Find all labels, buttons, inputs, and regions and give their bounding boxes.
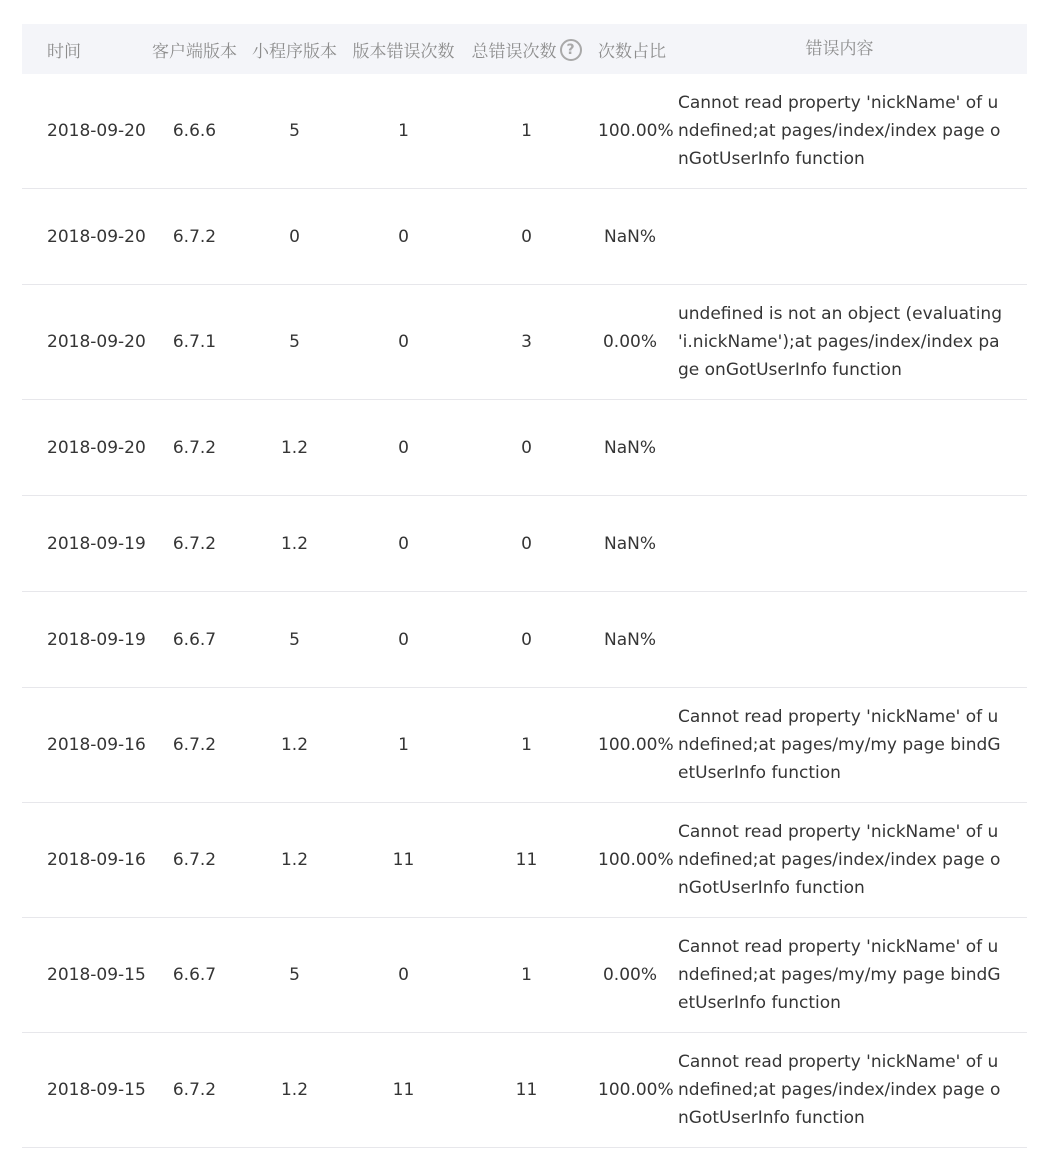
cell-miniprogram-version: 1.2 bbox=[280, 1080, 309, 1100]
cell-client-version: 6.6.7 bbox=[172, 629, 217, 650]
cell-miniprogram-version: 1.2 bbox=[280, 735, 309, 755]
cell-client-version: 6.6.7 bbox=[172, 965, 217, 985]
table-row bbox=[22, 1033, 1027, 1148]
cell-date: 2018-09-20 bbox=[47, 121, 146, 141]
cell-total-errors: 11 bbox=[515, 1080, 538, 1100]
cell-date: 2018-09-16 bbox=[47, 850, 146, 870]
table-row bbox=[22, 592, 1027, 688]
header-total-errors bbox=[455, 37, 598, 62]
cell-version-errors: 0 bbox=[398, 965, 409, 985]
cell-ratio: 100.00% bbox=[598, 1080, 674, 1100]
cell-total-errors: 0 bbox=[521, 629, 532, 650]
cell-total-errors: 0 bbox=[521, 226, 532, 247]
table-row bbox=[22, 400, 1027, 496]
table-header bbox=[22, 24, 1027, 74]
cell-date: 2018-09-20 bbox=[47, 226, 146, 247]
cell-ratio: 100.00% bbox=[598, 735, 674, 755]
cell-miniprogram-version: 1.2 bbox=[280, 437, 309, 458]
cell-date: 2018-09-20 bbox=[47, 332, 146, 352]
table-row bbox=[22, 285, 1027, 400]
table-row bbox=[22, 803, 1027, 918]
cell-total-errors: 0 bbox=[521, 437, 532, 458]
cell-total-errors: 1 bbox=[521, 121, 532, 141]
cell-ratio: 0.00% bbox=[602, 332, 657, 352]
cell-client-version: 6.6.6 bbox=[172, 121, 217, 141]
cell-version-errors: 1 bbox=[398, 121, 409, 141]
cell-ratio: NaN% bbox=[603, 226, 656, 247]
cell-miniprogram-version: 5 bbox=[289, 121, 300, 141]
table-body bbox=[22, 74, 1027, 1148]
cell-date: 2018-09-15 bbox=[47, 965, 146, 985]
cell-miniprogram-version: 5 bbox=[289, 332, 300, 352]
cell-miniprogram-version: 5 bbox=[289, 965, 300, 985]
table-row bbox=[22, 496, 1027, 592]
cell-client-version: 6.7.2 bbox=[172, 533, 217, 554]
cell-ratio: NaN% bbox=[603, 629, 656, 650]
cell-total-errors: 1 bbox=[521, 965, 532, 985]
cell-miniprogram-version: 1.2 bbox=[280, 850, 309, 870]
cell-miniprogram-version: 1.2 bbox=[280, 533, 309, 554]
header-ratio: 次数占比 bbox=[598, 41, 666, 62]
cell-miniprogram-version: 0 bbox=[289, 226, 300, 247]
cell-error-message: Cannot read property 'nickName' of undefined;at pages/index/index page onGotUserInfo function bbox=[678, 822, 1001, 898]
cell-date: 2018-09-20 bbox=[47, 437, 146, 458]
header-message: 错误内容 bbox=[805, 39, 874, 59]
cell-total-errors: 1 bbox=[521, 735, 532, 755]
header-date: 时间 bbox=[47, 41, 81, 62]
cell-client-version: 6.7.2 bbox=[172, 1080, 217, 1100]
cell-version-errors: 11 bbox=[392, 1080, 415, 1100]
cell-date: 2018-09-19 bbox=[47, 629, 146, 650]
cell-error-message: Cannot read property 'nickName' of undefined;at pages/index/index page onGotUserInfo function bbox=[678, 1052, 1001, 1128]
header-miniprogram-version: 小程序版本 bbox=[252, 41, 337, 62]
cell-client-version: 6.7.2 bbox=[172, 437, 217, 458]
cell-version-errors: 0 bbox=[398, 437, 409, 458]
error-table bbox=[22, 24, 1027, 1148]
cell-date: 2018-09-19 bbox=[47, 533, 146, 554]
cell-error-message: undefined is not an object (evaluating 'i.nickName');at pages/index/index page onGotUserInfo function bbox=[678, 304, 1002, 380]
table-row bbox=[22, 189, 1027, 285]
cell-total-errors: 3 bbox=[521, 332, 532, 352]
table-row bbox=[22, 688, 1027, 803]
cell-client-version: 6.7.1 bbox=[172, 332, 217, 352]
cell-total-errors: 11 bbox=[515, 850, 538, 870]
header-client-version: 客户端版本 bbox=[152, 41, 237, 62]
cell-client-version: 6.7.2 bbox=[172, 850, 217, 870]
cell-ratio: NaN% bbox=[603, 437, 656, 458]
cell-date: 2018-09-16 bbox=[47, 735, 146, 755]
cell-miniprogram-version: 5 bbox=[289, 629, 300, 650]
cell-client-version: 6.7.2 bbox=[172, 226, 217, 247]
header-total-errors-label: 总错误次数 bbox=[471, 41, 557, 62]
cell-version-errors: 11 bbox=[392, 850, 415, 870]
header-version-errors: 版本错误次数 bbox=[352, 41, 455, 62]
cell-total-errors: 0 bbox=[521, 533, 532, 554]
cell-ratio: NaN% bbox=[603, 533, 656, 554]
table-row bbox=[22, 918, 1027, 1033]
cell-client-version: 6.7.2 bbox=[172, 735, 217, 755]
cell-version-errors: 0 bbox=[398, 226, 409, 247]
table-row bbox=[22, 74, 1027, 189]
cell-ratio: 100.00% bbox=[598, 121, 674, 141]
cell-error-message: Cannot read property 'nickName' of undefined;at pages/my/my page bindGetUserInfo function bbox=[678, 937, 1001, 1013]
cell-version-errors: 0 bbox=[398, 332, 409, 352]
cell-ratio: 100.00% bbox=[598, 850, 674, 870]
cell-ratio: 0.00% bbox=[602, 965, 657, 985]
cell-date: 2018-09-15 bbox=[47, 1080, 146, 1100]
question-circle-icon[interactable]: ? bbox=[560, 39, 582, 61]
cell-version-errors: 1 bbox=[398, 735, 409, 755]
cell-version-errors: 0 bbox=[398, 533, 409, 554]
cell-error-message: Cannot read property 'nickName' of undefined;at pages/my/my page bindGetUserInfo function bbox=[678, 707, 1001, 783]
cell-version-errors: 0 bbox=[398, 629, 409, 650]
cell-error-message: Cannot read property 'nickName' of undefined;at pages/index/index page onGotUserInfo function bbox=[678, 93, 1001, 169]
